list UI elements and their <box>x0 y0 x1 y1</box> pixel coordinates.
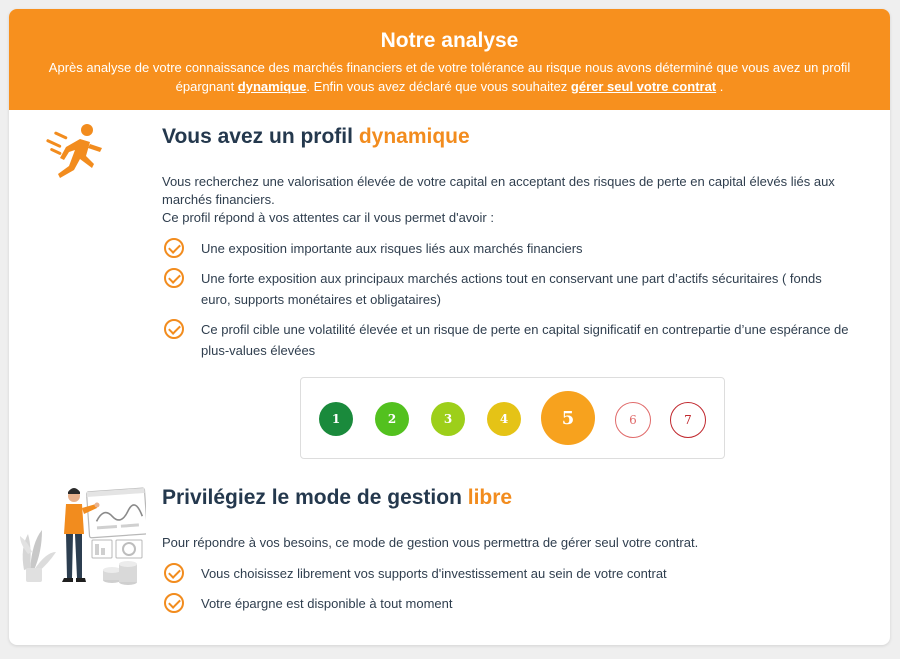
runner-icon <box>42 120 106 180</box>
banner-title: Notre analyse <box>380 29 519 52</box>
list-item <box>162 593 852 614</box>
profile-points-list <box>162 238 852 361</box>
banner-text <box>25 58 875 96</box>
management-section <box>162 484 852 623</box>
point-text: Vous choisissez librement vos supports d'investissement au sein de votre contrat <box>201 566 667 581</box>
risk-level-4 <box>487 402 521 436</box>
profile-title-prefix: Vous avez un profil <box>162 125 359 148</box>
list-item <box>162 238 852 259</box>
risk-level-label: 3 <box>443 412 453 426</box>
risk-level-6 <box>615 402 651 438</box>
point-text: Votre épargne est disponible à tout moment <box>201 596 453 611</box>
profile-title-highlight: dynamique <box>358 125 470 148</box>
point-text: Ce profil cible une volatilité élevée et un risque de perte en capital significatif en contrepartie d’une espérance de plus-values élevées <box>201 322 849 358</box>
profile-desc-1: Vous recherchez une valorisation élevée de votre capital en acceptant des risques de perte en capital élevés liés aux marchés financiers. <box>162 174 835 207</box>
management-points-list <box>162 563 852 614</box>
risk-level-2 <box>375 402 409 436</box>
risk-scale <box>300 377 725 459</box>
risk-level-label: 4 <box>499 412 509 426</box>
check-circle-icon <box>164 319 184 339</box>
management-description: Pour répondre à vos besoins, ce mode de gestion vous permettra de gérer seul votre contrat. <box>162 535 699 550</box>
banner-text-part: Après analyse de votre connaissance des marchés financiers et de votre tolérance au risque nous avons déterminé que vous avez un profil épargnant <box>48 60 851 94</box>
investor-dashboard-illustration <box>16 478 146 588</box>
check-circle-icon <box>164 268 184 288</box>
profile-desc-2: Ce profil répond à vos attentes car il vous permet d'avoir : <box>162 210 494 225</box>
risk-level-label: 6 <box>629 413 637 427</box>
point-text: Une exposition importante aux risques liés aux marchés financiers <box>201 241 583 256</box>
check-circle-icon <box>164 563 184 583</box>
profile-link[interactable]: dynamique <box>237 79 307 94</box>
risk-level-label: 1 <box>331 412 341 426</box>
risk-level-7 <box>670 402 706 438</box>
banner-text-part: . <box>716 79 724 94</box>
risk-level-label: 2 <box>387 412 397 426</box>
list-item <box>162 319 852 361</box>
management-link[interactable]: gérer seul votre contrat <box>570 79 717 94</box>
list-item <box>162 563 852 584</box>
profile-section <box>162 123 852 370</box>
management-title-prefix: Privilégiez le mode de gestion <box>162 486 468 509</box>
management-title <box>162 484 852 512</box>
analysis-banner <box>9 9 890 110</box>
banner-text-part: . Enfin vous avez déclaré que vous souhaitez <box>306 79 571 94</box>
check-circle-icon <box>164 593 184 613</box>
profile-description <box>162 173 842 227</box>
risk-level-3 <box>431 402 465 436</box>
risk-level-label: 7 <box>684 413 692 427</box>
list-item <box>162 268 852 310</box>
point-text: Une forte exposition aux principaux marchés actions tout en conservant une part d’actifs sécuritaires ( fonds euro, supports monétaires et obligataires) <box>201 271 822 307</box>
risk-level-label: 5 <box>561 407 575 429</box>
risk-level-5-selected <box>541 391 595 445</box>
risk-level-1 <box>319 402 353 436</box>
check-circle-icon <box>164 238 184 258</box>
management-title-highlight: libre <box>467 486 513 509</box>
profile-title <box>162 123 852 151</box>
